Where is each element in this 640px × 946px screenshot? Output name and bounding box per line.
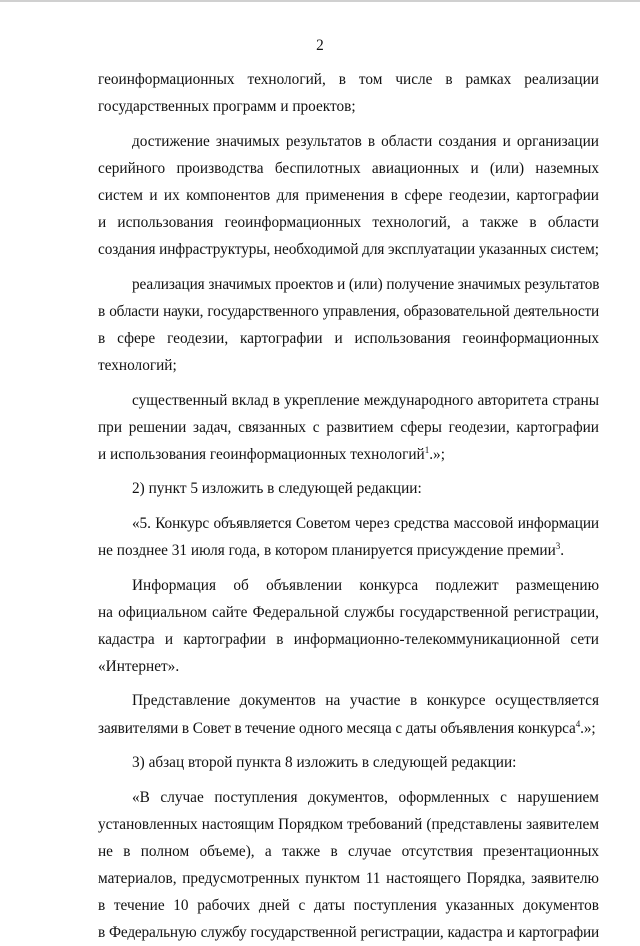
footnote-marker: 3 (555, 541, 561, 551)
text-line: государственных программ и проектов; (98, 98, 356, 116)
text-line: заявителями в Совет в течение одного месяца с даты объявления конкурса$^4$.»; (98, 718, 596, 737)
text-line: существенный вклад в укрепление международного авторитета страны (132, 391, 599, 409)
text-line: не в полном объеме), а также в случае отсутствия презентационных (98, 842, 599, 860)
text-line: «В случае поступления документов, оформленных с нарушением (132, 788, 599, 806)
text-line: «Интернет». (98, 657, 180, 675)
text-line: установленных настоящим Порядком требований (представлены заявителем (98, 815, 599, 833)
text-line: и использования геоинформационных технологий, а также в области (98, 213, 599, 231)
page-top-edge (0, 0, 640, 2)
text-line: материалов, предусмотренных пунктом 11 настоящего Порядка, заявителю (98, 870, 599, 888)
text-line: технологий; (98, 356, 177, 374)
text-line: серийного производства беспилотных авиационных и (или) наземных (98, 159, 599, 177)
text-line: и использования геоинформационных технологий$^1$.»; (98, 444, 445, 463)
document-body (98, 66, 599, 946)
footnote-marker: 4 (575, 718, 581, 729)
text-line: достижение значимых результатов в области создания и организации (132, 132, 599, 150)
footnote-marker: 1 (424, 444, 430, 455)
text-line: при решении задач, связанных с развитием сферы геодезии, картографии (98, 418, 599, 436)
text-line: в Федеральную службу государственной регистрации, кадастра и картографии (98, 924, 599, 942)
text-line: 3) абзац второй пункта 8 изложить в следующей редакции: (132, 754, 517, 772)
text-line: в течение 10 рабочих дней с даты поступления указанных документов (98, 897, 599, 915)
text-line: на официальном сайте Федеральной службы государственной регистрации, (98, 603, 599, 621)
text-line: «5. Конкурс объявляется Советом через средства массовой информации (132, 514, 599, 532)
text-line: реализация значимых проектов и (или) получение значимых результатов (132, 275, 599, 293)
page-number: 2 (316, 37, 324, 54)
text-line: в области науки, государственного управления, образовательной деятельности (98, 302, 599, 320)
text-line: Представление документов на участие в конкурсе осуществляется (132, 692, 599, 710)
text-line: не позднее 31 июля года, в котором планируется присуждение премии$^3$. (98, 541, 565, 559)
text-line: Информация об объявлении конкурса подлежит размещению (132, 576, 599, 594)
text-line: создания инфраструктуры, необходимой для эксплуатации указанных систем; (98, 241, 599, 259)
text-line: в сфере геодезии, картографии и использования геоинформационных (98, 329, 599, 347)
text-line: 2) пункт 5 изложить в следующей редакции: (132, 480, 422, 498)
text-line: кадастра и картографии в информационно-телекоммуникационной сети (98, 630, 599, 648)
text-line: геоинформационных технологий, в том числе в рамках реализации (98, 71, 599, 88)
text-line: систем и их компонентов для применения в сфере геодезии, картографии (98, 186, 599, 204)
